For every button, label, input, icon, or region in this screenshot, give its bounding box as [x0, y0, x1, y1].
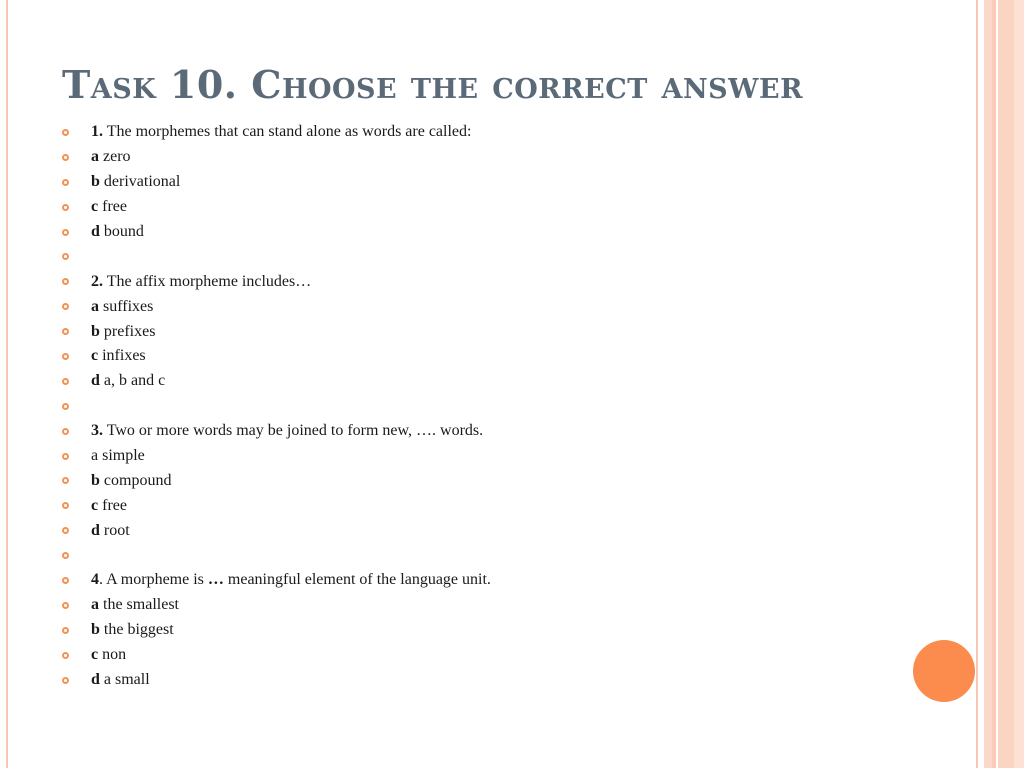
item-prefix: c [91, 646, 99, 664]
item-text: a simple [91, 447, 145, 465]
bullet-list [62, 120, 902, 692]
item-prefix: d [91, 521, 100, 539]
slide-title: Task 10. Choose the correct answer [62, 62, 804, 107]
item-prefix: c [91, 198, 99, 216]
item-prefix: a [91, 297, 99, 315]
list-item [62, 145, 902, 170]
list-item-text [91, 347, 146, 365]
item-prefix: 1. [91, 123, 103, 141]
list-item [62, 120, 902, 145]
list-item [62, 419, 902, 444]
list-item-text [91, 671, 150, 689]
list-item-text [91, 198, 127, 216]
list-item [62, 344, 902, 369]
item-text: the smallest [99, 596, 179, 614]
list-item [62, 444, 902, 469]
bullet-icon [62, 602, 69, 609]
item-prefix: 3. [91, 422, 103, 440]
item-prefix: c [91, 347, 99, 365]
list-item [62, 294, 902, 319]
bullet-icon [62, 154, 69, 161]
item-text: bound [99, 223, 144, 240]
item-text: free [98, 198, 127, 216]
list-item-text [91, 298, 153, 316]
item-text: non [98, 646, 127, 664]
item-prefix: 2. [91, 272, 103, 290]
bullet-icon [62, 378, 69, 385]
item-prefix: d [91, 372, 100, 390]
item-prefix: d [91, 671, 100, 689]
bullet-icon [62, 677, 69, 684]
list-item [62, 543, 902, 568]
stripe [984, 0, 992, 768]
stripe [992, 0, 996, 768]
list-item-text [91, 123, 471, 141]
bullet-icon [62, 129, 69, 136]
bullet-icon [62, 253, 69, 260]
item-prefix: b [91, 621, 100, 639]
bullet-icon [62, 477, 69, 484]
list-item [62, 643, 902, 668]
list-item [62, 518, 902, 543]
stripe [1014, 0, 1024, 768]
item-prefix: b [91, 322, 100, 340]
list-item-text [91, 372, 165, 390]
list-item-text [91, 522, 130, 540]
list-item [62, 244, 902, 269]
list-item [62, 269, 902, 294]
item-prefix: b [91, 173, 100, 191]
item-prefix: c [91, 496, 99, 514]
list-item-text [91, 571, 491, 589]
list-item [62, 195, 902, 220]
item-text: . A morpheme is [99, 571, 208, 589]
bullet-icon [62, 652, 69, 659]
bullet-icon [62, 627, 69, 634]
list-item [62, 668, 902, 693]
list-item-text [91, 497, 127, 515]
list-item-text [91, 223, 144, 241]
bullet-icon [62, 179, 69, 186]
item-text: The morphemes that can stand alone as words are called: [103, 123, 472, 141]
list-item-text [91, 148, 131, 166]
list-item [62, 618, 902, 643]
accent-circle [913, 640, 975, 702]
list-item-text [91, 646, 126, 664]
item-text: Two or more words may be joined to form new, …. words. [103, 422, 484, 440]
left-border-stripe [6, 0, 8, 768]
list-item [62, 394, 902, 419]
list-item-text [91, 447, 145, 465]
item-text: suffixes [99, 297, 154, 315]
item-text: derivational [99, 173, 181, 191]
item-prefix: a [91, 148, 99, 166]
list-item [62, 493, 902, 518]
item-text: prefixes [99, 322, 156, 340]
item-prefix: a [91, 596, 99, 614]
item-prefix: d [91, 223, 100, 240]
list-item [62, 568, 902, 593]
list-item [62, 468, 902, 493]
bullet-icon [62, 403, 69, 410]
right-decorative-stripes [974, 0, 1024, 768]
list-item [62, 593, 902, 618]
list-item [62, 319, 902, 344]
bullet-icon [62, 278, 69, 285]
item-prefix: b [91, 471, 100, 489]
item-text: root [99, 521, 130, 539]
list-item-text [91, 422, 483, 440]
item-text: compound [99, 471, 172, 489]
item-prefix: 4 [91, 571, 99, 589]
bullet-icon [62, 204, 69, 211]
bullet-icon [62, 502, 69, 509]
item-text: The affix morpheme includes… [103, 272, 312, 290]
item-text: zero [99, 148, 131, 166]
bullet-icon [62, 353, 69, 360]
list-item-text [91, 596, 179, 614]
stripe [998, 0, 1014, 768]
list-item [62, 170, 902, 195]
item-text: a, b and c [99, 372, 166, 390]
item-text: free [98, 496, 127, 514]
list-item [62, 369, 902, 394]
bullet-icon [62, 527, 69, 534]
stripe [976, 0, 978, 768]
item-text: the biggest [99, 621, 174, 639]
bullet-icon [62, 229, 69, 236]
bullet-icon [62, 428, 69, 435]
bullet-icon [62, 328, 69, 335]
item-text: infixes [98, 347, 146, 365]
bullet-icon [62, 552, 69, 559]
item-text-continued: meaningful element of the language unit. [223, 571, 491, 589]
list-item-text [91, 173, 180, 191]
list-item-text [91, 472, 171, 490]
item-emphasis: … [207, 571, 224, 589]
bullet-icon [62, 303, 69, 310]
item-text: a small [99, 671, 150, 689]
list-item-text [91, 273, 311, 291]
list-item-text [91, 621, 174, 639]
bullet-icon [62, 577, 69, 584]
list-item-text [91, 323, 155, 341]
bullet-icon [62, 453, 69, 460]
list-item [62, 220, 902, 245]
